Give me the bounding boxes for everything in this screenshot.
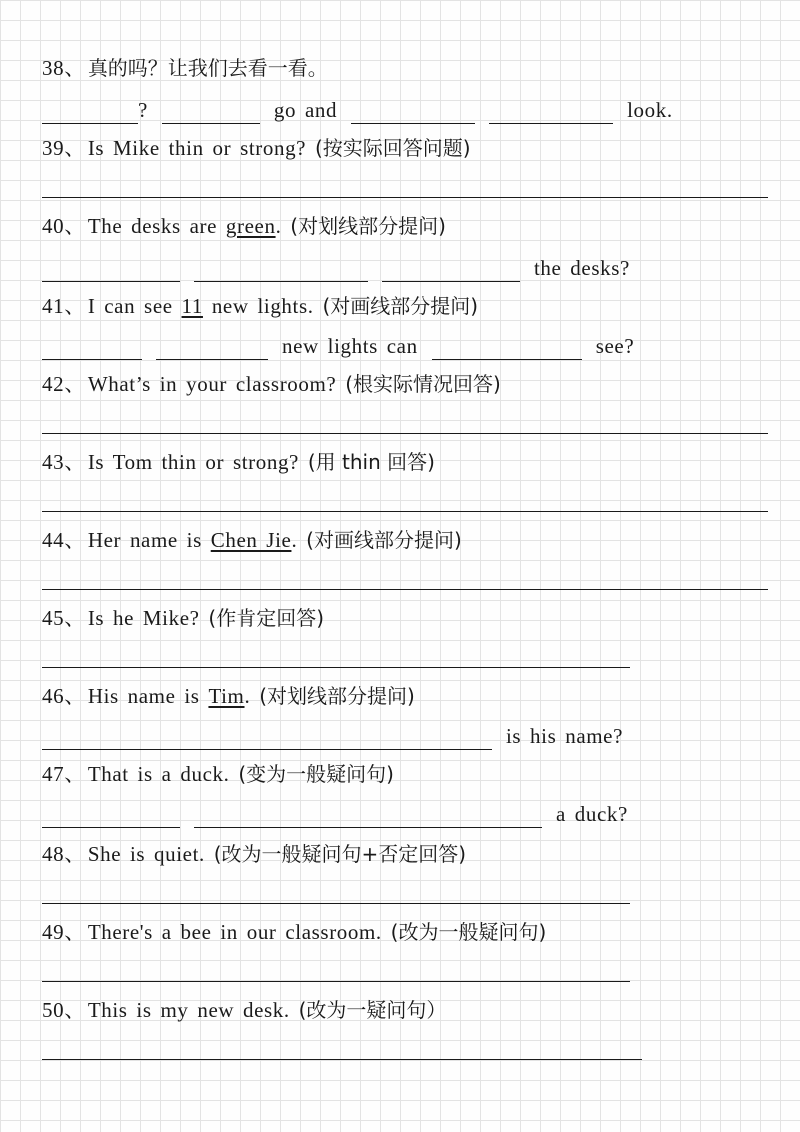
- answer-token: is his name?: [506, 724, 624, 748]
- question-number: 43、: [42, 450, 86, 474]
- answer-blank[interactable]: [194, 805, 542, 828]
- answer-token: go and: [273, 98, 338, 122]
- question-text: Is Mike thin or strong?: [87, 136, 307, 160]
- question-number: 39、: [42, 136, 86, 160]
- question-text: The desks are: [87, 214, 218, 238]
- question-number: 42、: [42, 372, 86, 396]
- question-text-end: .: [291, 528, 298, 552]
- answer-blank[interactable]: [382, 259, 520, 282]
- question-40: [42, 208, 780, 240]
- answer-line-49[interactable]: [42, 980, 630, 982]
- question-instruction: (对画线部分提问): [306, 528, 462, 552]
- answer-token: a duck?: [556, 802, 628, 826]
- question-42: [42, 366, 780, 398]
- question-number: 46、: [42, 684, 86, 708]
- underlined-word: Chen Jie: [210, 528, 292, 552]
- question-instruction: (按实际回答问题): [314, 136, 471, 160]
- answer-line-43[interactable]: [42, 510, 768, 512]
- answer-token: new lights can: [282, 334, 418, 358]
- answer-line-39[interactable]: [42, 196, 768, 198]
- answer-47: [42, 796, 780, 828]
- question-text: I can see: [87, 294, 173, 318]
- question-text: 真的吗？让我们去看一看。: [87, 56, 328, 80]
- underlined-word: Tim: [208, 684, 245, 708]
- question-50: [42, 992, 780, 1024]
- question-text: His name is: [87, 684, 200, 708]
- question-instruction: (根实际情况回答): [345, 372, 501, 396]
- answer-blank[interactable]: [432, 337, 582, 360]
- question-47: [42, 756, 780, 788]
- question-number: 49、: [42, 920, 86, 944]
- answer-38: [42, 92, 780, 124]
- question-instruction: (用 thin 回答): [307, 450, 435, 474]
- question-39: [42, 130, 780, 162]
- answer-blank[interactable]: [42, 337, 142, 360]
- question-text-end: .: [244, 684, 251, 708]
- answer-blank[interactable]: [194, 259, 368, 282]
- answer-blank[interactable]: [351, 101, 475, 124]
- answer-46: [42, 718, 780, 750]
- question-number: 44、: [42, 528, 86, 552]
- question-text: Is he Mike?: [87, 606, 200, 630]
- answer-40: [42, 250, 780, 282]
- answer-line-45[interactable]: [42, 666, 630, 668]
- question-text-end: new lights.: [211, 294, 314, 318]
- underlined-word: green: [225, 214, 276, 238]
- question-text: There's a bee in our classroom.: [87, 920, 382, 944]
- question-text: She is quiet.: [87, 842, 205, 866]
- question-instruction: (对画线部分提问): [322, 294, 479, 318]
- question-text: This is my new desk.: [87, 998, 290, 1022]
- answer-line-44[interactable]: [42, 588, 768, 590]
- question-text: Is Tom thin or strong?: [87, 450, 299, 474]
- answer-blank[interactable]: [42, 259, 180, 282]
- question-43: [42, 444, 780, 476]
- answer-line-42[interactable]: [42, 432, 768, 434]
- question-instruction: (对划线部分提问): [259, 684, 415, 708]
- answer-blank[interactable]: [42, 805, 180, 828]
- answer-token: look.: [627, 98, 673, 122]
- answer-blank[interactable]: [489, 101, 613, 124]
- question-number: 40、: [42, 214, 86, 238]
- question-text: That is a duck.: [87, 762, 230, 786]
- answer-blank[interactable]: [162, 101, 260, 124]
- answer-blank[interactable]: [42, 727, 492, 750]
- question-instruction: (改为一疑问句）: [298, 998, 447, 1022]
- question-text: What’s in your classroom?: [87, 372, 337, 396]
- question-instruction: (变为一般疑问句): [238, 762, 394, 786]
- question-text: Her name is: [87, 528, 202, 552]
- answer-token: see?: [595, 334, 635, 358]
- question-44: [42, 522, 780, 554]
- question-text-end: .: [275, 214, 282, 238]
- answer-blank[interactable]: [156, 337, 268, 360]
- answer-blank[interactable]: [42, 101, 138, 124]
- question-instruction: (改为一般疑问句): [390, 920, 547, 944]
- question-number: 41、: [42, 294, 86, 318]
- question-number: 50、: [42, 998, 86, 1022]
- question-46: [42, 678, 780, 710]
- question-49: [42, 914, 780, 946]
- question-instruction: (对划线部分提问): [290, 214, 446, 238]
- question-instruction: (作肯定回答): [208, 606, 325, 630]
- answer-41: [42, 328, 780, 360]
- question-number: 38、: [42, 56, 86, 80]
- question-instruction: (改为一般疑问句+否定回答): [213, 842, 467, 866]
- question-number: 47、: [42, 762, 86, 786]
- answer-token: ?: [138, 98, 148, 122]
- question-45: [42, 600, 780, 632]
- question-41: [42, 288, 780, 320]
- answer-line-50[interactable]: [42, 1058, 642, 1060]
- answer-line-48[interactable]: [42, 902, 630, 904]
- question-38: [42, 50, 780, 82]
- question-number: 45、: [42, 606, 86, 630]
- question-number: 48、: [42, 842, 86, 866]
- answer-token: the desks?: [534, 256, 630, 280]
- underlined-word: 11: [181, 294, 203, 318]
- question-48: [42, 836, 780, 868]
